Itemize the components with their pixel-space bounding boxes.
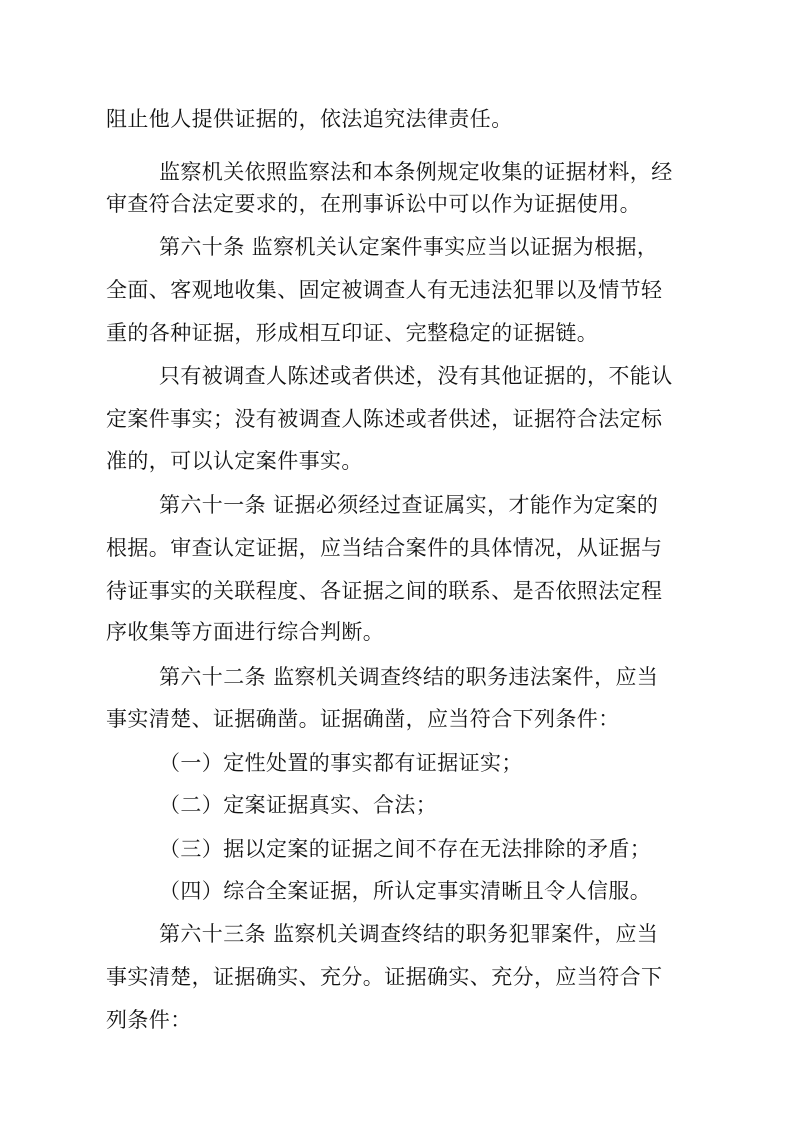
article-63-line-2: 事实清楚，证据确实、充分。证据确实、充分，应当符合下 <box>106 965 663 989</box>
list-item-1: （一）定性处置的事实都有证据证实； <box>159 751 523 775</box>
text-line-7: 只有被调查人陈述或者供述，没有其他证据的，不能认 <box>159 364 673 388</box>
article-60-line-2: 全面、客观地收集、固定被调查人有无违法犯罪以及情节轻 <box>106 278 663 302</box>
list-item-2: （二）定案证据真实、合法； <box>159 793 438 817</box>
article-63-line-3: 列条件： <box>106 1008 192 1032</box>
article-60-line-1: 第六十条 监察机关认定案件事实应当以证据为根据， <box>159 235 659 259</box>
article-61-line-1: 第六十一条 证据必须经过查证属实，才能作为定案的 <box>159 493 659 517</box>
article-61-line-3: 待证事实的关联程度、各证据之间的联系、是否依照法定程 <box>106 579 663 603</box>
text-line-1: 阻止他人提供证据的，依法追究法律责任。 <box>106 107 513 131</box>
article-61-line-2: 根据。审查认定证据，应当结合案件的具体情况，从证据与 <box>106 536 663 560</box>
text-line-8: 定案件事实；没有被调查人陈述或者供述，证据符合法定标 <box>106 407 663 431</box>
article-62-line-2: 事实清楚、证据确凿。证据确凿，应当符合下列条件： <box>106 707 620 731</box>
article-62-line-1: 第六十二条 监察机关调查终结的职务违法案件，应当 <box>159 665 659 689</box>
list-item-3: （三）据以定案的证据之间不存在无法排除的矛盾； <box>159 837 652 861</box>
text-line-3: 审查符合法定要求的，在刑事诉讼中可以作为证据使用。 <box>106 192 641 216</box>
text-line-2: 监察机关依照监察法和本条例规定收集的证据材料，经 <box>159 160 673 184</box>
article-63-line-1: 第六十三条 监察机关调查终结的职务犯罪案件，应当 <box>159 922 659 946</box>
list-item-4: （四）综合全案证据，所认定事实清晰且令人信服。 <box>159 879 652 903</box>
article-61-line-4: 序收集等方面进行综合判断。 <box>106 620 385 644</box>
text-line-9: 准的，可以认定案件事实。 <box>106 449 363 473</box>
article-60-line-3: 重的各种证据，形成相互印证、完整稳定的证据链。 <box>106 321 599 345</box>
